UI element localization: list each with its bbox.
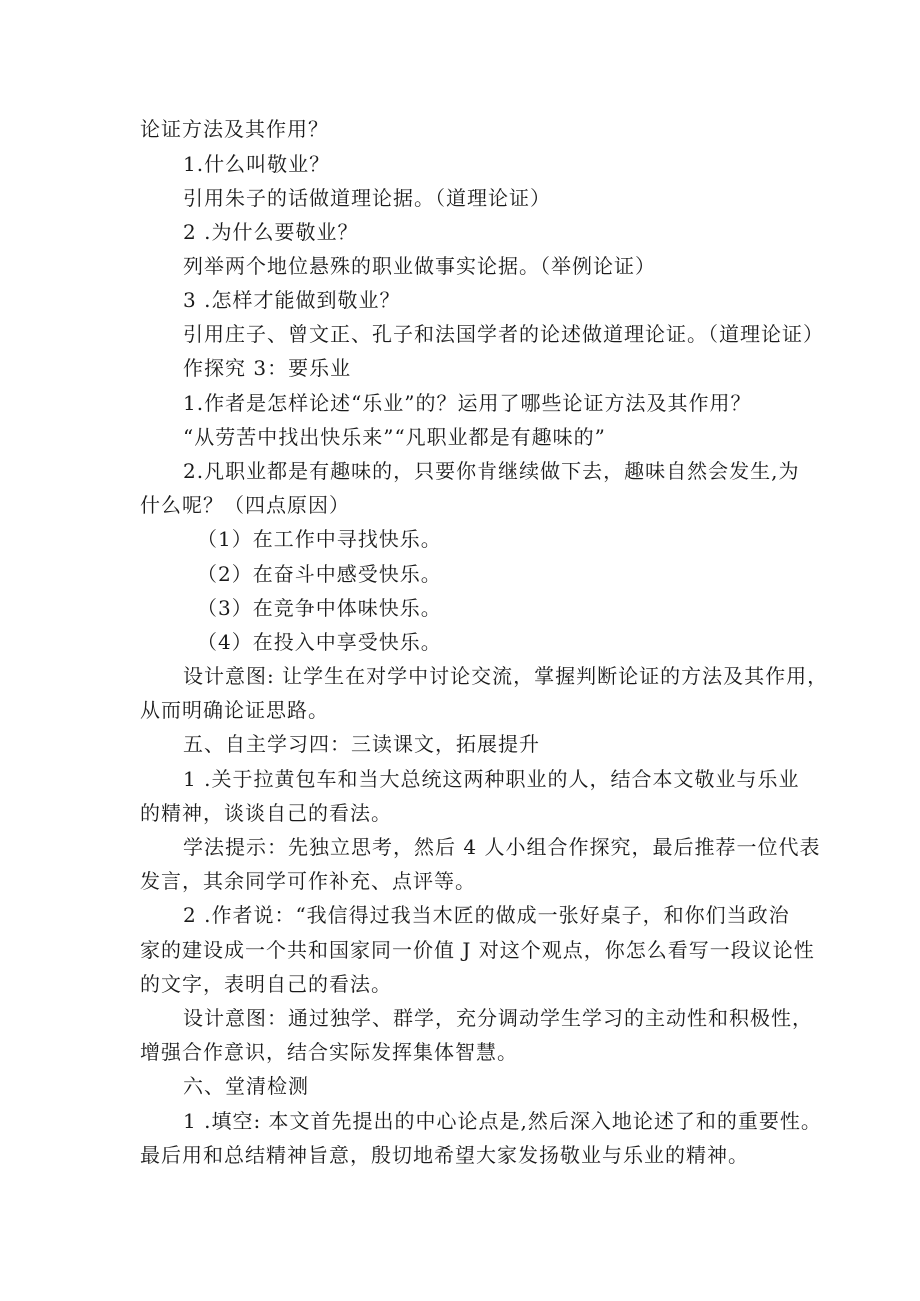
text-line: 2.凡职业都是有趣味的，只要你肯继续做下去，趣味自然会发生,为 bbox=[183, 459, 800, 483]
section-heading: 五、自主学习四：三读课文，拓展提升 bbox=[183, 732, 540, 756]
text-line: “从劳苦中找出快乐来”“凡职业都是有趣味的” bbox=[183, 425, 606, 449]
text-line: 1.什么叫敬业？ bbox=[183, 152, 331, 176]
text-line: 列举两个地位悬殊的职业做事实论据。（举例论证） bbox=[183, 254, 656, 278]
text-line: 从而明确论证思路。 bbox=[140, 698, 329, 722]
text-line: 3 .怎样才能做到敬业？ bbox=[183, 288, 401, 312]
text-line: 2 .为什么要敬业？ bbox=[183, 220, 359, 244]
text-line: 设计意图：通过独学、群学，充分调动学生学习的主动性和积极性， bbox=[183, 1006, 813, 1030]
text-line: 论证方法及其作用？ bbox=[140, 117, 329, 141]
text-line: 引用朱子的话做道理论据。（道理论证） bbox=[183, 186, 551, 210]
text-line: 1 .填空: 本文首先提出的中心论点是,然后深入地论述了和的重要性。 bbox=[183, 1109, 822, 1133]
text-line: 作探究 3：要乐业 bbox=[183, 356, 352, 380]
text-line: 1 .关于拉黄包车和当大总统这两种职业的人，结合本文敬业与乐业 bbox=[183, 767, 800, 791]
text-line: （2）在奋斗中感受快乐。 bbox=[197, 562, 442, 586]
text-line: 引用庄子、曾文正、孔子和法国学者的论述做道理论证。（道理论证） bbox=[183, 322, 824, 346]
text-line: 1.作者是怎样论述“乐业”的？运用了哪些论证方法及其作用？ bbox=[183, 391, 752, 415]
text-line: （4）在投入中享受快乐。 bbox=[197, 630, 442, 654]
text-line: 设计意图: 让学生在对学中讨论交流，掌握判断论证的方法及其作用， bbox=[183, 664, 829, 688]
text-line: 什么呢？（四点原因） bbox=[140, 493, 350, 517]
text-line: （1）在工作中寻找快乐。 bbox=[197, 527, 442, 551]
section-heading: 六、堂清检测 bbox=[183, 1074, 309, 1098]
text-line: 增强合作意识，结合实际发挥集体智慧。 bbox=[140, 1040, 518, 1064]
text-line: 学法提示：先独立思考，然后 4 人小组合作探究，最后推荐一位代表 bbox=[183, 835, 821, 859]
text-line: 2 .作者说：“我信得过我当木匠的做成一张好桌子，和你们当政治 bbox=[183, 903, 790, 927]
text-line: 家的建设成一个共和国家同一价值 J 对这个观点，你怎么看写一段议论性 bbox=[140, 938, 815, 962]
text-line: 最后用和总结精神旨意，殷切地希望大家发扬敬业与乐业的精神。 bbox=[140, 1143, 749, 1167]
text-line: （3）在竞争中体味快乐。 bbox=[197, 596, 442, 620]
text-line: 的文字，表明自己的看法。 bbox=[140, 972, 392, 996]
text-line: 的精神，谈谈自己的看法。 bbox=[140, 801, 392, 825]
text-line: 发言，其余同学可作补充、点评等。 bbox=[140, 869, 476, 893]
